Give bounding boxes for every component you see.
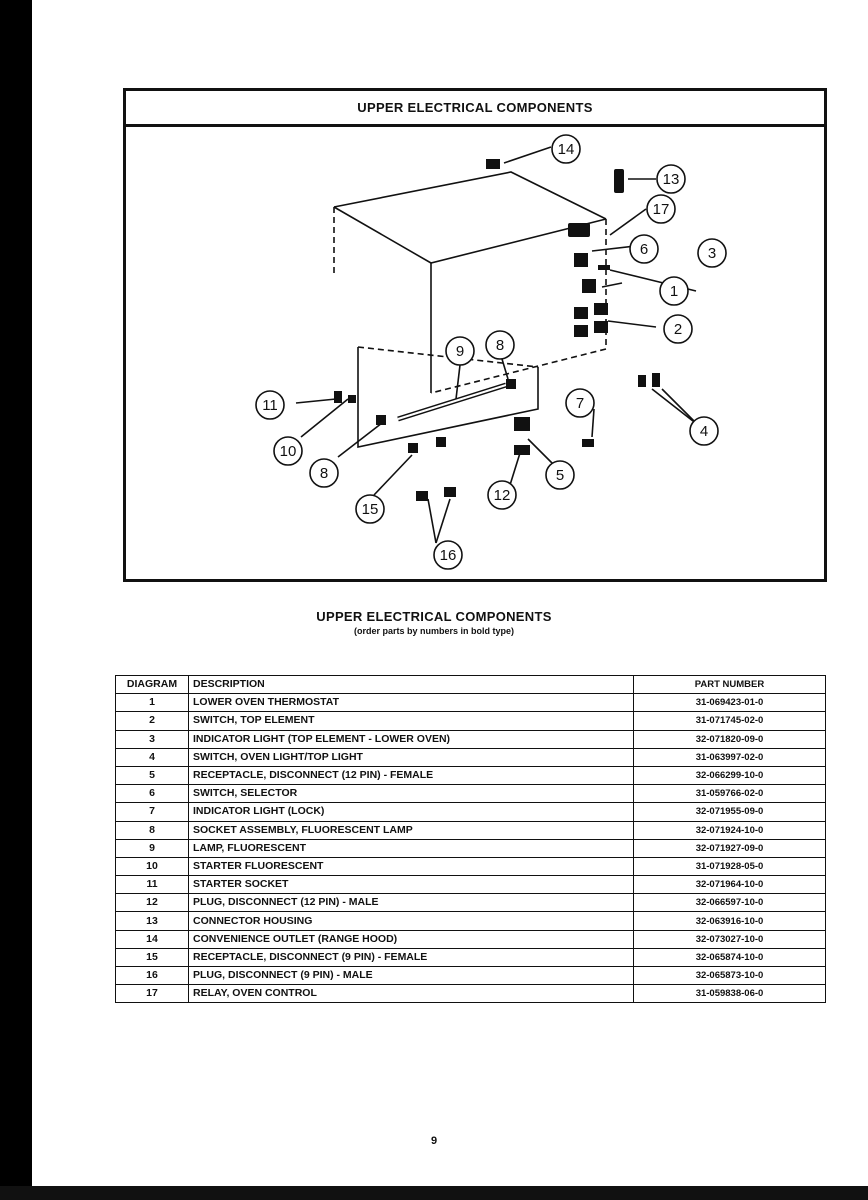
receptacle-12pin-part (514, 417, 530, 431)
scan-edge (0, 1186, 868, 1200)
svg-text:5: 5 (555, 467, 565, 484)
svg-text:2: 2 (673, 321, 683, 338)
svg-text:6: 6 (639, 241, 649, 258)
convenience-outlet-part (486, 159, 500, 169)
connector-housing-part (614, 169, 624, 193)
table-row: 14 CONVENIENCE OUTLET (RANGE HOOD) 32-073027-10-0 (116, 930, 826, 948)
starter-socket-part (334, 391, 342, 403)
table-row: 13 CONNECTOR HOUSING 32-063916-10-0 (116, 912, 826, 930)
svg-text:7: 7 (575, 395, 585, 412)
plug-12pin-part (514, 445, 530, 455)
svg-text:10: 10 (279, 443, 297, 460)
svg-text:14: 14 (557, 141, 575, 158)
column-header-part-number: PART NUMBER (634, 676, 826, 694)
top-element-switch-a (574, 307, 588, 319)
table-heading: UPPER ELECTRICAL COMPONENTS (316, 609, 552, 624)
plug-9pin-a (416, 491, 428, 501)
parts-table (115, 675, 826, 1003)
table-row: 6 SWITCH, SELECTOR 31-059766-02-0 (116, 785, 826, 803)
column-header-diagram: DIAGRAM (116, 676, 189, 694)
plug-9pin-b (444, 487, 456, 497)
starter-part (348, 395, 356, 403)
top-element-switch-c (574, 325, 588, 337)
table-header-row (116, 676, 826, 694)
selector-switch-part (574, 253, 588, 267)
table-row: 15 RECEPTACLE, DISCONNECT (9 PIN) - FEMALE 32-065874-10-0 (116, 948, 826, 966)
table-row: 5 RECEPTACLE, DISCONNECT (12 PIN) - FEMALE 32-066299-10-0 (116, 766, 826, 784)
exploded-parts-diagram (126, 127, 824, 579)
table-row: 7 INDICATOR LIGHT (LOCK) 32-071955-09-0 (116, 803, 826, 821)
svg-text:13: 13 (662, 171, 680, 188)
table-row: 16 PLUG, DISCONNECT (9 PIN) - MALE 32-065873-10-0 (116, 967, 826, 985)
svg-text:3: 3 (707, 245, 717, 262)
receptacle-9pin-b (436, 437, 446, 447)
diagram-frame (123, 88, 827, 582)
svg-text:15: 15 (361, 501, 379, 518)
indicator-light-part (598, 265, 610, 270)
relay-part (568, 223, 590, 237)
svg-text:1: 1 (669, 283, 679, 300)
table-row: 12 PLUG, DISCONNECT (12 PIN) - MALE 32-066597-10-0 (116, 894, 826, 912)
cabinet-top-edge (334, 207, 606, 263)
top-element-switch-d (594, 321, 608, 333)
svg-text:17: 17 (652, 201, 670, 218)
table-row: 3 INDICATOR LIGHT (TOP ELEMENT - LOWER OVEN) 32-071820-09-0 (116, 730, 826, 748)
svg-text:16: 16 (439, 547, 457, 564)
table-row: 9 LAMP, FLUORESCENT 32-071927-09-0 (116, 839, 826, 857)
svg-text:4: 4 (699, 423, 709, 440)
receptacle-9pin-a (408, 443, 418, 453)
table-row: 10 STARTER FLUORESCENT 31-071928-05-0 (116, 857, 826, 875)
column-header-description: DESCRIPTION (189, 676, 634, 694)
lamp-socket-left (376, 415, 386, 425)
top-element-switch-b (594, 303, 608, 315)
lamp-socket-right (506, 379, 516, 389)
svg-text:8: 8 (495, 337, 505, 354)
oven-light-switch-a (638, 375, 646, 387)
cabinet-back-edge (334, 172, 606, 219)
lower-panel (358, 347, 538, 447)
table-row: 8 SOCKET ASSEMBLY, FLUORESCENT LAMP 32-071924-10-0 (116, 821, 826, 839)
lock-indicator-part (582, 439, 594, 447)
thermostat-part (582, 279, 596, 293)
svg-text:11: 11 (262, 397, 278, 414)
oven-light-switch-b (652, 373, 660, 387)
table-row: 4 SWITCH, OVEN LIGHT/TOP LIGHT 31-063997-02-0 (116, 748, 826, 766)
svg-text:8: 8 (319, 465, 329, 482)
table-row: 17 RELAY, OVEN CONTROL 31-059838-06-0 (116, 985, 826, 1003)
svg-text:12: 12 (493, 487, 511, 504)
cabinet-side-bottom (431, 219, 606, 393)
table-row: 11 STARTER SOCKET 32-071964-10-0 (116, 876, 826, 894)
table-row: 1 LOWER OVEN THERMOSTAT 31-069423-01-0 (116, 694, 826, 712)
svg-text:9: 9 (455, 343, 465, 360)
table-row: 2 SWITCH, TOP ELEMENT 31-071745-02-0 (116, 712, 826, 730)
diagram-title: UPPER ELECTRICAL COMPONENTS (126, 91, 824, 127)
page-number: 9 (430, 1135, 438, 1147)
table-subheading: (order parts by numbers in bold type) (353, 626, 515, 636)
